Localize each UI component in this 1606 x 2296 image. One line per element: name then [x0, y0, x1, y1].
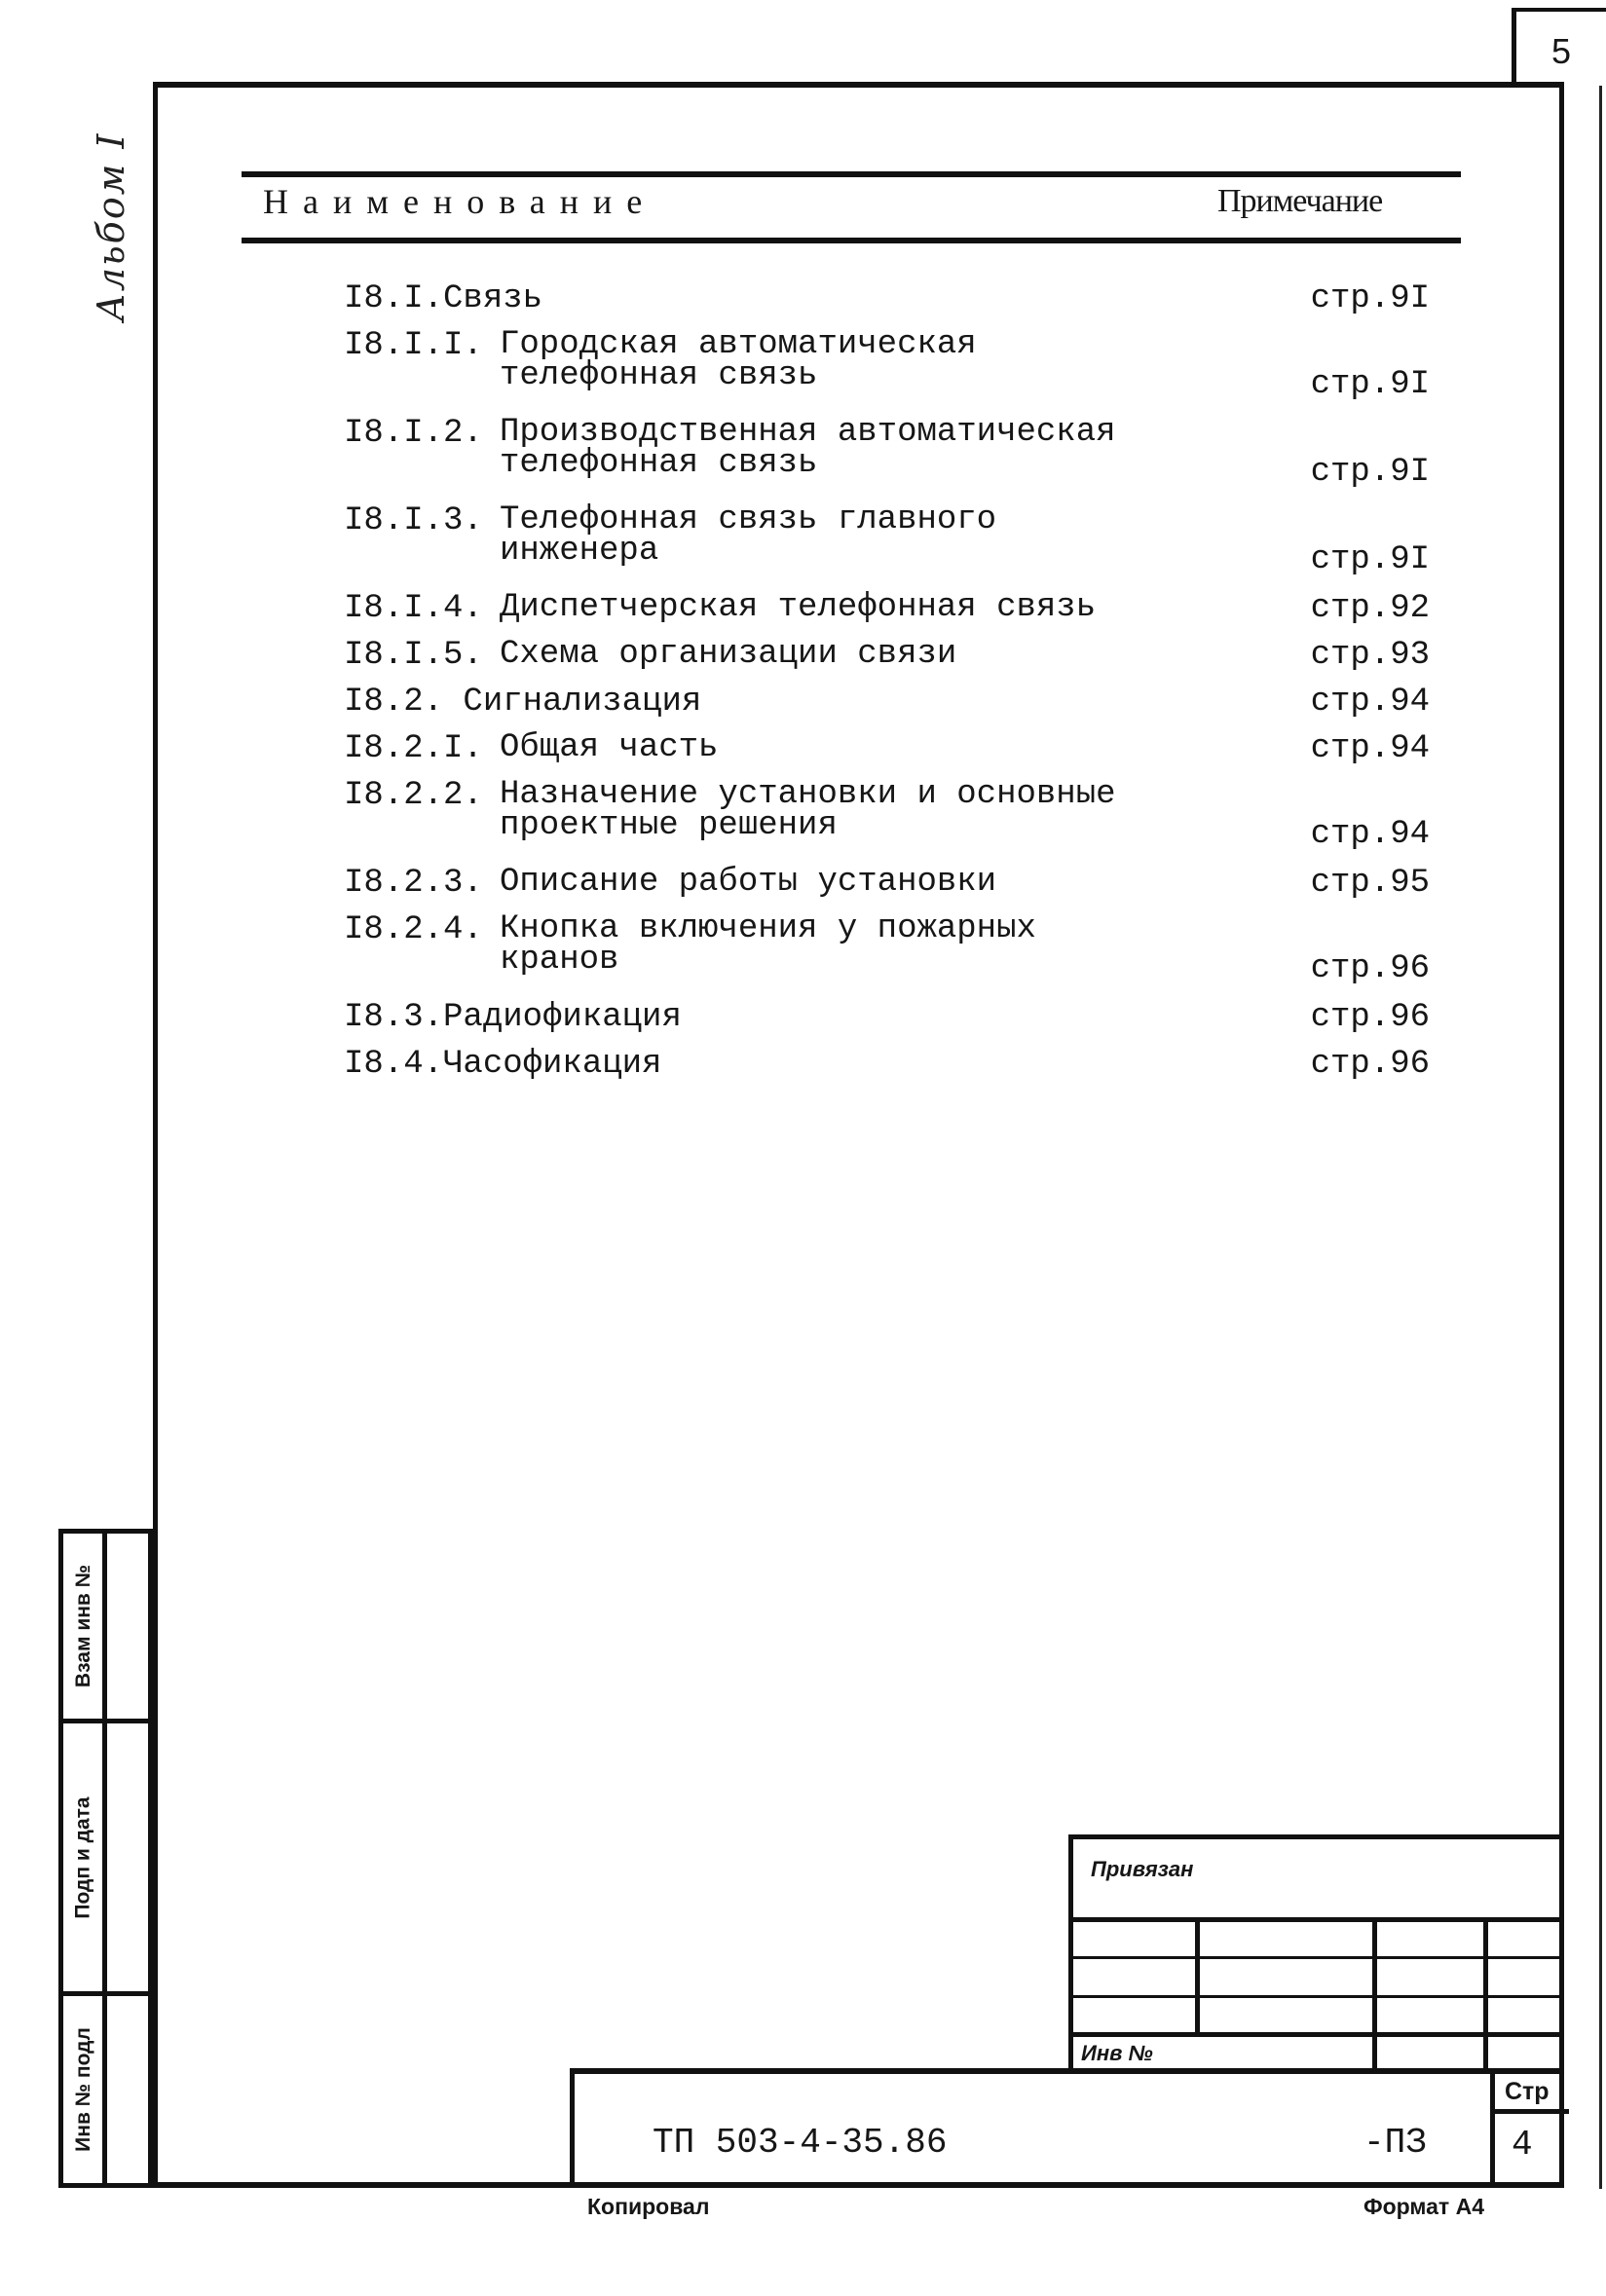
toc-entry-title: I8.I.Связь [344, 280, 543, 317]
sheet-number: 5 [1550, 31, 1572, 71]
toc-entry [344, 910, 1430, 987]
toc-entry [344, 864, 1430, 902]
toc-entry-page: стр.96 [1310, 1046, 1430, 1083]
toc-entry-page: стр.94 [1310, 730, 1430, 767]
toc-entry-title [500, 864, 997, 901]
toc-entry-title [500, 729, 719, 766]
toc-entry-title: I8.4.Часофикация [344, 1046, 662, 1083]
page-label: Стр [1505, 2078, 1550, 2105]
toc-title-line: Диспетчерская телефонная связь [500, 589, 1097, 626]
toc-title-line: телефонная связь [500, 357, 818, 394]
toc-title-line: Кнопка включения у пожарных [500, 910, 1036, 947]
toc-entry-page: стр.96 [1310, 999, 1430, 1036]
toc-entry-title [500, 776, 1116, 844]
toc-entry-page: стр.92 [1310, 590, 1430, 627]
toc-title-line: проектные решения [500, 807, 838, 844]
copied-by-label: Копировал [587, 2194, 710, 2219]
toc-entry-number: I8.2.3. [344, 865, 483, 902]
toc-entry [344, 1001, 1430, 1034]
toc-entry [344, 729, 1430, 767]
page-cell-divider [1490, 2074, 1495, 2188]
binding-rule [1073, 2032, 1564, 2037]
toc-entry-page: стр.9I [1310, 280, 1430, 317]
format-label: Формат А4 [1363, 2194, 1484, 2219]
toc-entry-title [500, 589, 1097, 626]
toc-title-line: Описание работы установки [500, 864, 997, 901]
toc-entry-page: стр.9I [1310, 454, 1430, 491]
toc-entry-page: стр.96 [1310, 950, 1430, 987]
toc-entry-number: I8.2.4. [344, 911, 483, 948]
sheet-number-box [1512, 8, 1606, 86]
binding-block [1068, 1834, 1564, 2071]
toc-entry-title [500, 501, 997, 570]
title-block [570, 2068, 1564, 2188]
toc-entry-page: стр.94 [1310, 684, 1430, 721]
toc-entry-title [500, 326, 977, 394]
page-number: 4 [1512, 2125, 1533, 2165]
toc-entry [344, 685, 1430, 719]
column-header-name: Наименование [263, 182, 657, 221]
header-bottom-rule [242, 238, 1461, 243]
binding-rule [1073, 1956, 1564, 1959]
toc-title-line: Назначение установки и основные [500, 776, 1116, 813]
document-suffix: -ПЗ [1363, 2123, 1427, 2163]
stamp-column-divider [102, 1534, 107, 2183]
toc-entry [344, 589, 1430, 627]
column-header-note: Примечание [1217, 183, 1383, 219]
binding-rule [1073, 1917, 1564, 1922]
binding-col-divider [1372, 1917, 1377, 2073]
toc-entry-number: I8.I.2. [344, 415, 483, 452]
toc-title-line: инженера [500, 533, 659, 570]
toc-entry [344, 414, 1430, 491]
header-top-rule [242, 171, 1461, 177]
toc-entry-title [500, 910, 1036, 979]
toc-title-line: Общая часть [500, 729, 719, 766]
toc-title-line: Телефонная связь главного [500, 501, 997, 538]
toc-entry-page: стр.9I [1310, 541, 1430, 578]
stamp-label-replaced-inv: Взам инв № [72, 1564, 94, 1688]
toc-entry-title: I8.2. Сигнализация [344, 684, 702, 721]
stamp-label-signature-date: Подп и дата [72, 1796, 94, 1919]
album-note: Альбом I [90, 131, 132, 321]
toc-entry-number: I8.2.I. [344, 730, 483, 767]
toc-entry-page: стр.94 [1310, 816, 1430, 853]
toc-title-line: кранов [500, 942, 619, 979]
binding-rule [1073, 1995, 1564, 1998]
toc-entry-page: стр.9I [1310, 366, 1430, 403]
left-margin-stamp [58, 1529, 153, 2188]
page-label-divider [1495, 2109, 1569, 2114]
toc-title-line: телефонная связь [500, 445, 818, 482]
toc-entry-number: I8.I.4. [344, 590, 483, 627]
toc-entry [344, 501, 1430, 578]
toc-entry-title [500, 636, 957, 673]
inventory-label: Инв № [1081, 2041, 1153, 2065]
toc-entry-page: стр.93 [1310, 637, 1430, 674]
binding-col-divider [1483, 1917, 1488, 2073]
toc-title-line: Городская автоматическая [500, 326, 977, 363]
toc-title-line: Схема организации связи [500, 636, 957, 673]
toc-entry-title [500, 414, 1116, 482]
toc-entry-title: I8.3.Радиофикация [344, 999, 682, 1036]
toc-entry-number: I8.I.3. [344, 502, 483, 539]
binding-col-divider [1195, 1917, 1200, 2034]
document-code: ТП 503-4-35.86 [653, 2123, 948, 2163]
toc-entry-number: I8.I.I. [344, 327, 483, 364]
toc-entry [344, 776, 1430, 853]
toc-title-line: Производственная автоматическая [500, 414, 1116, 451]
toc-entry-number: I8.I.5. [344, 637, 483, 674]
toc-entry [344, 326, 1430, 403]
toc-entry [344, 636, 1430, 674]
toc-entry-page: стр.95 [1310, 865, 1430, 902]
sheet-edge-line [1599, 86, 1602, 2189]
toc-entry-number: I8.2.2. [344, 777, 483, 814]
toc-entry [344, 282, 1430, 315]
toc-entry [344, 1048, 1430, 1081]
bound-label: Привязан [1091, 1857, 1194, 1881]
stamp-label-original-inv: Инв № подл [72, 2027, 95, 2152]
